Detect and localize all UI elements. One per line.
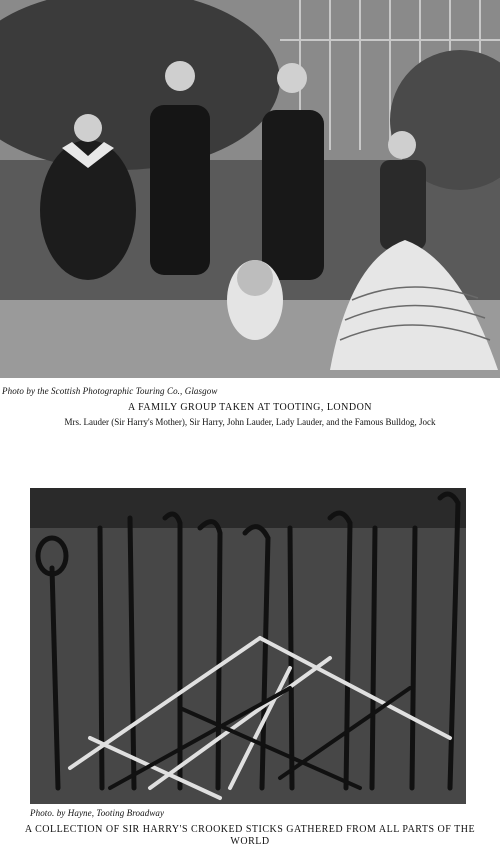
bottom-photo-credit: Photo. by Hayne, Tooting Broadway bbox=[30, 808, 165, 818]
family-group-photo bbox=[0, 0, 500, 378]
top-photo-credit: Photo by the Scottish Photographic Touring Co., Glasgow bbox=[2, 386, 218, 396]
crooked-sticks-photo bbox=[30, 488, 466, 804]
bottom-photo-title: A COLLECTION OF SIR HARRY'S CROOKED STICKS GATHERED FROM ALL PARTS OF THE WORLD bbox=[24, 824, 476, 847]
top-photo-title: A FAMILY GROUP TAKEN AT TOOTING, LONDON bbox=[127, 402, 373, 413]
family-group-image bbox=[0, 0, 500, 378]
top-photo-subtitle: Mrs. Lauder (Sir Harry's Mother), Sir Harry, John Lauder, Lady Lauder, and the Famous Bulldog, Jock bbox=[64, 417, 436, 427]
crooked-sticks-image bbox=[30, 488, 466, 804]
